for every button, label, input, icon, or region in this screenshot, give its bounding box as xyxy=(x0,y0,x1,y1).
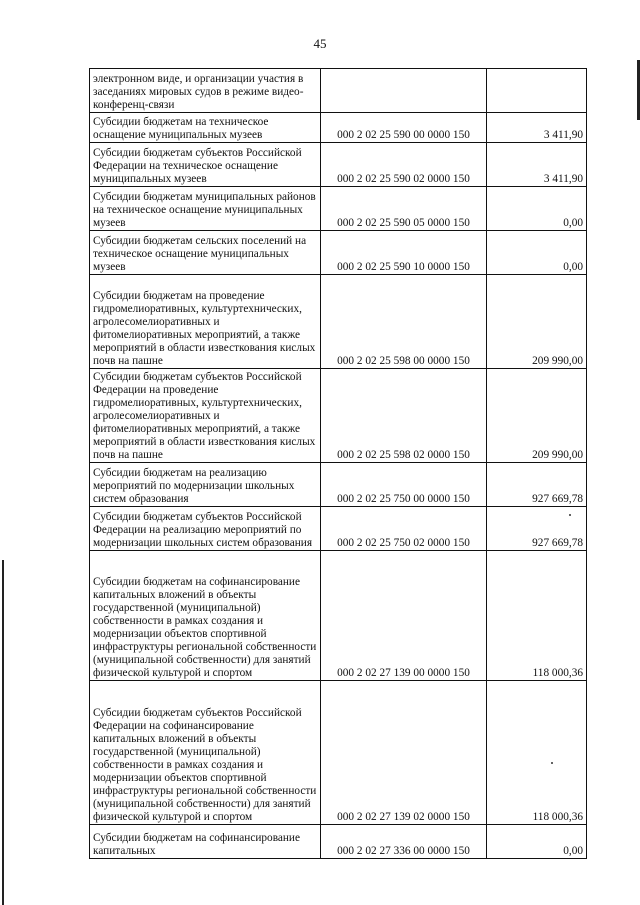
row-sum-cell: 3 411,90 xyxy=(487,143,587,187)
page-number: 45 xyxy=(313,36,327,51)
table-row xyxy=(90,143,587,187)
table-row xyxy=(90,463,587,507)
budget-table-body xyxy=(90,69,587,859)
row-code-cell: 000 2 02 25 750 02 0000 150 xyxy=(321,507,487,551)
row-sum-cell: 209 990,00 xyxy=(487,369,587,463)
row-name-cell: Субсидии бюджетам субъектов Российской Федерации на техническое оснащение муниципальных музеев xyxy=(90,143,321,187)
scan-speck xyxy=(569,514,571,516)
row-code-cell: 000 2 02 27 336 00 0000 150 xyxy=(321,825,487,859)
row-code-cell: 000 2 02 25 750 00 0000 150 xyxy=(321,463,487,507)
table-row xyxy=(90,681,587,825)
row-sum-cell: 118 000,36 xyxy=(487,681,587,825)
row-name-cell: электронном виде, и организации участия в заседаниях мировых судов в режиме видео-конференц-связи xyxy=(90,69,321,113)
row-code-cell: 000 2 02 25 590 00 0000 150 xyxy=(321,113,487,143)
row-name-cell: Субсидии бюджетам на техническое оснащение муниципальных музеев xyxy=(90,113,321,143)
row-sum-cell: 927 669,78 xyxy=(487,463,587,507)
row-name-cell: Субсидии бюджетам муниципальных районов на техническое оснащение муниципальных музеев xyxy=(90,187,321,231)
table-row xyxy=(90,507,587,551)
row-code-cell: 000 2 02 25 598 02 0000 150 xyxy=(321,369,487,463)
table-row xyxy=(90,825,587,859)
table-row xyxy=(90,275,587,369)
row-name-cell: Субсидии бюджетам на софинансирование капитальных вложений в объекты государственной (муниципальной) собственности в рамках создания и модернизации объектов спортивной инфраструктуры региональной собственности (муниципальной собственности) для занятий физической культурой и спортом xyxy=(90,551,321,681)
table-row xyxy=(90,551,587,681)
row-name-cell: Субсидии бюджетам на софинансирование капитальных xyxy=(90,825,321,859)
row-name-cell: Субсидии бюджетам субъектов Российской Федерации на реализацию мероприятий по модернизации школьных систем образования xyxy=(90,507,321,551)
row-name-cell: Субсидии бюджетам на реализацию мероприятий по модернизации школьных систем образования xyxy=(90,463,321,507)
table-row xyxy=(90,369,587,463)
scan-speck xyxy=(551,762,553,764)
row-sum-cell: 3 411,90 xyxy=(487,113,587,143)
table-row xyxy=(90,69,587,113)
table-row xyxy=(90,187,587,231)
scan-edge-left xyxy=(2,560,4,905)
row-name-cell: Субсидии бюджетам субъектов Российской Федерации на проведение гидромелиоративных, культуртехнических, агролесомелиоративных и фитомелиоративных мероприятий, а также мероприятий в области известкования кислых почв на пашне xyxy=(90,369,321,463)
row-code-cell: 000 2 02 25 590 10 0000 150 xyxy=(321,231,487,275)
table-row xyxy=(90,113,587,143)
budget-table xyxy=(89,68,587,859)
row-code-cell: 000 2 02 27 139 00 0000 150 xyxy=(321,551,487,681)
row-name-cell: Субсидии бюджетам субъектов Российской Федерации на софинансирование капитальных вложений в объекты государственной (муниципальной) собственности в рамках создания и модернизации объектов спортивной инфраструктуры региональной собственности (муниципальной собственности) для занятий физической культурой и спортом xyxy=(90,681,321,825)
row-sum-cell xyxy=(487,69,587,113)
table-row xyxy=(90,231,587,275)
row-code-cell xyxy=(321,69,487,113)
row-sum-cell: 0,00 xyxy=(487,187,587,231)
row-sum-cell: 0,00 xyxy=(487,825,587,859)
row-sum-cell: 0,00 xyxy=(487,231,587,275)
row-sum-cell: 209 990,00 xyxy=(487,275,587,369)
row-code-cell: 000 2 02 25 590 05 0000 150 xyxy=(321,187,487,231)
row-name-cell: Субсидии бюджетам сельских поселений на техническое оснащение муниципальных музеев xyxy=(90,231,321,275)
row-sum-cell: 927 669,78 xyxy=(487,507,587,551)
row-code-cell: 000 2 02 25 590 02 0000 150 xyxy=(321,143,487,187)
row-name-cell: Субсидии бюджетам на проведение гидромелиоративных, культуртехнических, агролесомелиоративных и фитомелиоративных мероприятий, а также мероприятий в области известкования кислых почв на пашне xyxy=(90,275,321,369)
row-code-cell: 000 2 02 27 139 02 0000 150 xyxy=(321,681,487,825)
row-sum-cell: 118 000,36 xyxy=(487,551,587,681)
row-code-cell: 000 2 02 25 598 00 0000 150 xyxy=(321,275,487,369)
